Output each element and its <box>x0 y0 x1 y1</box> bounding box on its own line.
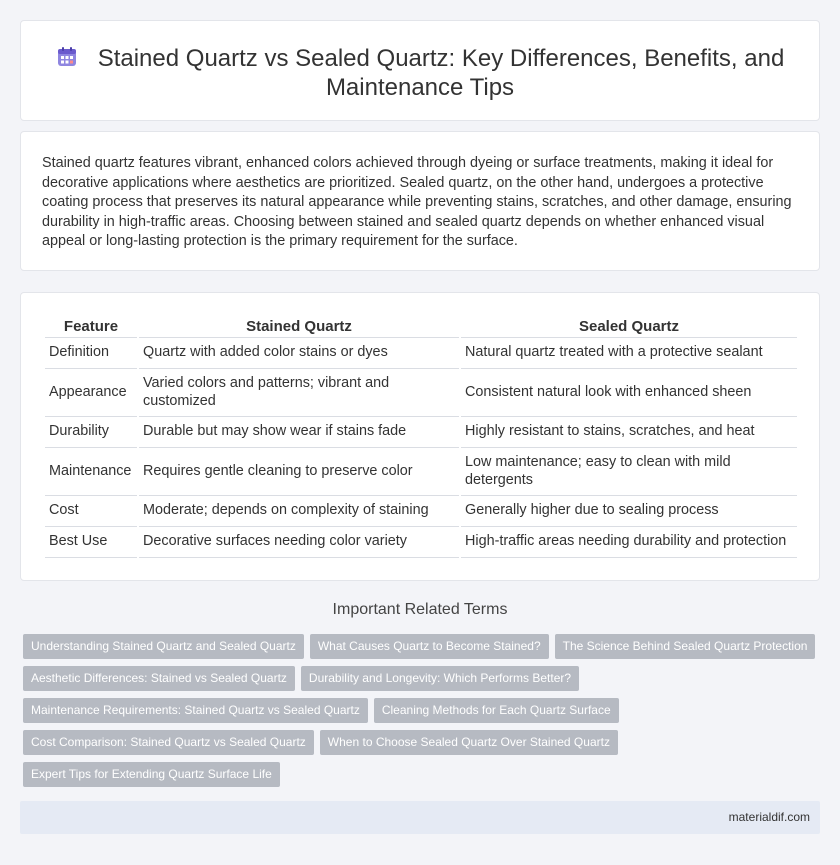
header-stained-quartz: Stained Quartz <box>139 315 459 338</box>
related-term-tag[interactable]: Cleaning Methods for Each Quartz Surface <box>374 698 619 723</box>
stained-cell: Requires gentle cleaning to preserve color <box>139 448 459 496</box>
related-term-tag[interactable]: Expert Tips for Extending Quartz Surface Life <box>23 762 280 787</box>
stained-cell: Durable but may show wear if stains fade <box>139 417 459 448</box>
table-row <box>45 338 797 369</box>
table-row <box>45 448 797 496</box>
header-sealed-quartz: Sealed Quartz <box>461 315 797 338</box>
sealed-cell: Highly resistant to stains, scratches, and heat <box>461 417 797 448</box>
header-card <box>20 20 820 121</box>
related-term-tag[interactable]: Understanding Stained Quartz and Sealed Quartz <box>23 634 304 659</box>
comparison-table-card <box>20 292 820 581</box>
feature-cell: Durability <box>45 417 137 448</box>
calendar-grid-icon <box>56 46 78 68</box>
related-terms-title: Important Related Terms <box>332 601 508 618</box>
intro-card <box>20 131 820 271</box>
related-term-tag[interactable]: Aesthetic Differences: Stained vs Sealed Quartz <box>23 666 295 691</box>
stained-cell: Decorative surfaces needing color variety <box>139 527 459 558</box>
sealed-cell: Generally higher due to sealing process <box>461 496 797 527</box>
feature-cell: Appearance <box>45 369 137 417</box>
related-term-tag[interactable]: Cost Comparison: Stained Quartz vs Sealed Quartz <box>23 730 314 755</box>
stained-cell: Varied colors and patterns; vibrant and customized <box>139 369 459 417</box>
related-term-tag[interactable]: The Science Behind Sealed Quartz Protection <box>555 634 816 659</box>
related-terms-list <box>23 634 823 794</box>
table-row <box>45 417 797 448</box>
page-title-row <box>21 44 819 102</box>
related-term-tag[interactable]: Maintenance Requirements: Stained Quartz vs Sealed Quartz <box>23 698 368 723</box>
sealed-cell: Consistent natural look with enhanced sheen <box>461 369 797 417</box>
footer-site-link[interactable]: materialdif.com <box>728 810 810 824</box>
related-term-tag[interactable]: When to Choose Sealed Quartz Over Stained Quartz <box>320 730 618 755</box>
feature-cell: Best Use <box>45 527 137 558</box>
table-row <box>45 527 797 558</box>
feature-cell: Maintenance <box>45 448 137 496</box>
table-row <box>45 496 797 527</box>
footer-bar <box>20 801 820 834</box>
related-term-tag[interactable]: What Causes Quartz to Become Stained? <box>310 634 549 659</box>
related-term-tag[interactable]: Durability and Longevity: Which Performs Better? <box>301 666 579 691</box>
page-title: Stained Quartz vs Sealed Quartz: Key Differences, Benefits, and Maintenance Tips <box>97 45 785 101</box>
intro-paragraph: Stained quartz features vibrant, enhanced colors achieved through dyeing or surface treatments, making it ideal for decorative applications where aesthetics are prioritized. Sealed quartz, on the other hand, undergoes a protective coating process that preserves its natural appearance while preventing stains, scratches, and other damage, ensuring durability in high-traffic areas. Choosing between stained and sealed quartz depends on whether enhanced visual appeal or long-lasting protection is the primary requirement for the surface. <box>42 155 792 250</box>
sealed-cell: Natural quartz treated with a protective sealant <box>461 338 797 369</box>
sealed-cell: High-traffic areas needing durability and protection <box>461 527 797 558</box>
stained-cell: Moderate; depends on complexity of staining <box>139 496 459 527</box>
comparison-table <box>43 315 799 558</box>
table-row <box>45 369 797 417</box>
feature-cell: Definition <box>45 338 137 369</box>
sealed-cell: Low maintenance; easy to clean with mild detergents <box>461 448 797 496</box>
table-header-row <box>45 315 797 338</box>
stained-cell: Quartz with added color stains or dyes <box>139 338 459 369</box>
feature-cell: Cost <box>45 496 137 527</box>
header-feature: Feature <box>45 315 137 338</box>
